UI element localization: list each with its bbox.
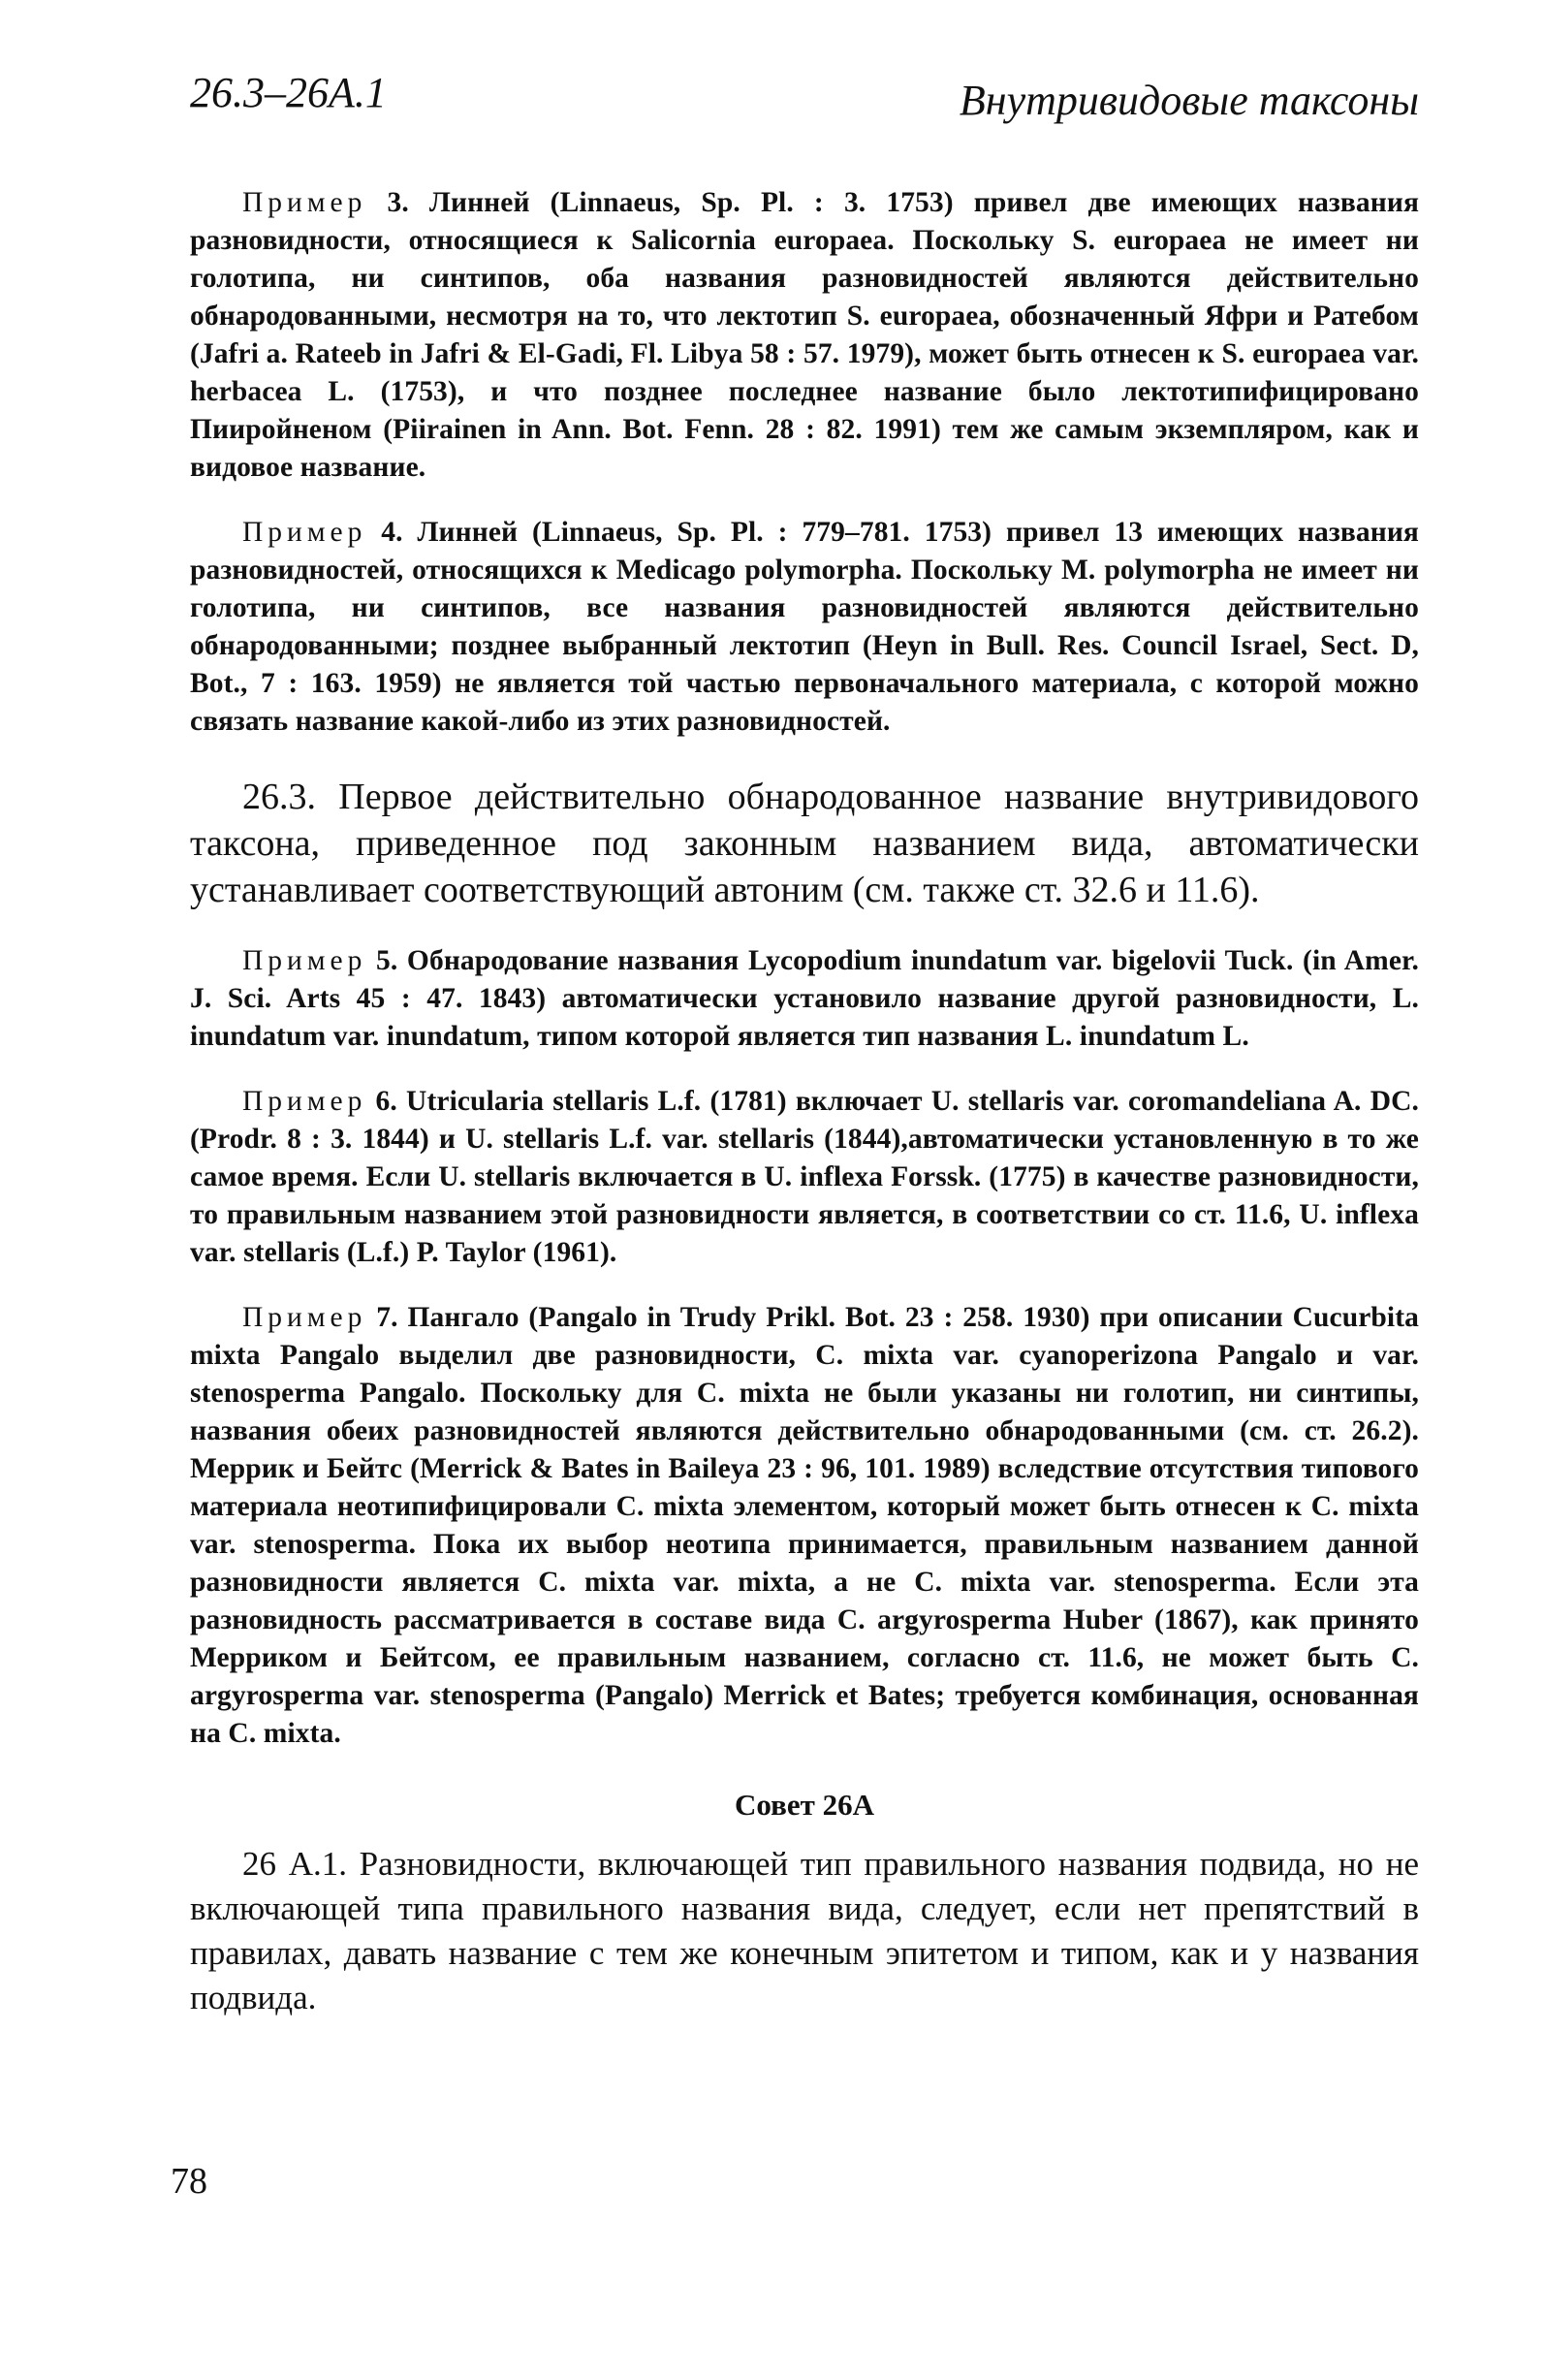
running-head bbox=[190, 68, 1419, 136]
example-lead: Пример bbox=[242, 945, 367, 976]
example-lead: Пример bbox=[242, 1302, 367, 1333]
main-text bbox=[190, 184, 1419, 2020]
section-range: 26.3–26A.1 bbox=[190, 69, 387, 116]
example-text: 4. Линней (Linnaeus, Sp. Pl. : 779–781. 1753) привел 13 имеющих названия разновидностей, относящихся к Medicago polymorpha. Поскольку M. polymorpha не имеет ни голотипа, ни синтипов, все названия разновидностей являются действительно обнародованными; позднее выбранный лектотип (Heyn in Bull. Res. Council Israel, Sect. D, Bot., 7 : 163. 1959) не является той частью первоначального материала, с которой можно связать название какой-либо из этих разновидностей. bbox=[190, 517, 1419, 737]
example-lead: Пример bbox=[242, 517, 367, 548]
example-lead: Пример bbox=[242, 187, 367, 218]
example-text: 6. Utricularia stellaris L.f. (1781) включает U. stellaris var. coromandeliana A. DC. (Prodr. 8 : 3. 1844) и U. stellaris L.f. var. stellaris (1844),автоматически установленную в то же самое время. Если U. stellaris включается в U. inflexa Forssk. (1775) в качестве разновидности, то правильным названием этой разновидности является, в соответствии со ст. 11.6, U. inflexa var. stellaris (L.f.) P. Taylor (1961). bbox=[190, 1086, 1419, 1268]
example-7 bbox=[190, 1299, 1419, 1753]
example-5 bbox=[190, 942, 1419, 1056]
example-text: 5. Обнародование названия Lycopodium inundatum var. bigelovii Tuck. (in Amer. J. Sci. Arts 45 : 47. 1843) автоматически установило название другой разновидности, L. inundatum var. inundatum, типом которой является тип названия L. inundatum L. bbox=[190, 945, 1419, 1052]
example-4 bbox=[190, 514, 1419, 741]
article-26-3: 26.3. Первое действительно обнародованное название внутривидового таксона, приведенное под законным названием вида, автоматически устанавливает соответствующий автоним (см. также ст. 32.6 и 11.6). bbox=[190, 777, 1419, 910]
example-text: 3. Линней (Linnaeus, Sp. Pl. : 3. 1753) привел две имеющих названия разновидности, относящиеся к Salicornia europaea. Поскольку S. europaea не имеет ни голотипа, ни синтипов, оба названия разновидностей являются действительно обнародованными, несмотря на то, что лектотип S. europaea, обозначенный Яфри и Ратебом (Jafri a. Rateeb in Jafri & El-Gadi, Fl. Libya 58 : 57. 1979), может быть отнесен к S. europaea var. herbacea L. (1753), и что позднее последнее название было лектотипифицировано Пииройненом (Piirainen in Ann. Bot. Fenn. 28 : 82. 1991) тем же самым экземпляром, как и видовое название. bbox=[190, 187, 1420, 483]
example-6 bbox=[190, 1083, 1419, 1272]
example-3 bbox=[190, 184, 1419, 487]
recommendation-title: Совет 26А bbox=[735, 1788, 874, 1822]
example-lead: Пример bbox=[242, 1086, 367, 1117]
page-number: 78 bbox=[171, 2161, 207, 2202]
chapter-title: Внутривидовые таксоны bbox=[959, 77, 1419, 124]
recommendation-text: 26 А.1. Разновидности, включающей тип правильного названия подвида, но не включающей типа правильного названия вида, следует, если нет препятствий в правилах, давать название с тем же конечным эпитетом и типом, как и у названия подвида. bbox=[190, 1845, 1419, 2016]
example-text: 7. Пангало (Pangalo in Trudy Prikl. Bot. 23 : 258. 1930) при описании Cucurbita mixta Pangalo выделил две разновидности, C. mixta var. cyanoperizona Pangalo и var. stenosperma Pangalo. Поскольку для C. mixta не были указаны ни голотип, ни синтипы, названия обеих разновидностей являются действительно обнародованными (см. ст. 26.2). Меррик и Бейтс (Merrick & Bates in Baileya 23 : 96, 101. 1989) вследствие отсутствия типового материала неотипифицировали C. mixta элементом, который может быть отнесен к C. mixta var. stenosperma. Пока их выбор неотипа принимается, правильным названием данной разновидности является C. mixta var. mixta, а не C. mixta var. stenosperma. Если эта разновидность рассматривается в составе вида C. argyrosperma Huber (1867), как принято Мерриком и Бейтсом, ее правильным названием, согласно ст. 11.6, не может быть C. argyrosperma var. stenosperma (Pangalo) Merrick et Bates; требуется комбинация, основанная на C. mixta. bbox=[190, 1302, 1419, 1749]
